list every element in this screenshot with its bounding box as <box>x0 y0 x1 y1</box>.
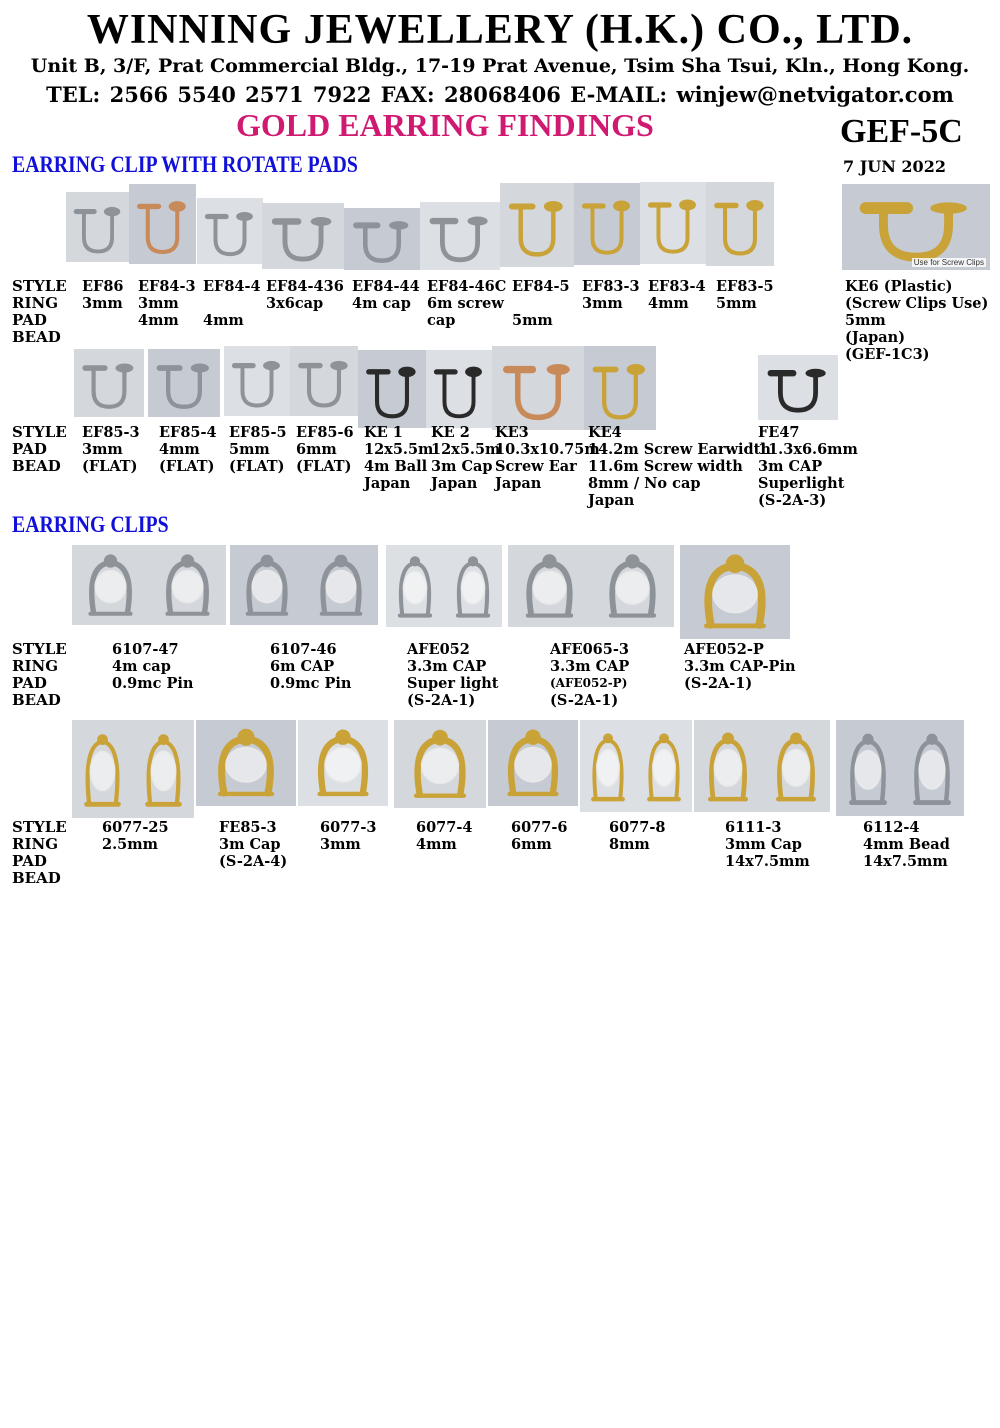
product-spec: Super light <box>407 675 499 692</box>
product-spec: 6m CAP <box>270 658 335 675</box>
earring-finding-image <box>694 720 830 812</box>
row-label: RING <box>12 294 59 312</box>
product-photo <box>508 545 674 627</box>
product-style-code: 6077-3 <box>320 819 377 836</box>
product-caption <box>684 641 796 709</box>
product-spec: 3.3m CAP-Pin <box>684 658 796 675</box>
product-style-code: EF85-6 <box>296 424 354 441</box>
earring-finding-image <box>574 183 640 265</box>
product-photo <box>197 198 263 264</box>
product-style-code: EF83-3 <box>582 278 640 295</box>
earring-finding-image <box>74 349 144 417</box>
product-caption <box>266 278 344 346</box>
product-caption <box>203 278 261 346</box>
product-spec: 3m Cap <box>219 836 281 853</box>
product-caption <box>863 819 950 870</box>
product-spec: Japan <box>431 475 478 492</box>
product-spec <box>512 295 570 312</box>
product-spec: 2.5mm <box>102 836 158 853</box>
product-photo <box>129 184 196 264</box>
product-style-code: AFE065-3 <box>550 641 629 658</box>
product-caption <box>512 278 570 346</box>
company-contact: TEL: 2566 5540 2571 7922 FAX: 28068406 E-MAIL: winjew@netvigator.com <box>46 82 954 107</box>
company-address: Unit B, 3/F, Prat Commercial Bldg., 17-19 Prat Avenue, Tsim Sha Tsui, Kln., Hong Kong. <box>30 55 970 77</box>
earring-finding-image <box>500 183 574 267</box>
product-spec: 6mm <box>296 441 337 458</box>
product-spec: Screw Ear <box>495 458 577 475</box>
product-caption <box>431 424 500 492</box>
product-photo <box>426 350 492 428</box>
product-spec: 5mm <box>845 312 886 329</box>
product-photo <box>224 346 290 416</box>
product-spec: 5mm <box>512 312 553 329</box>
product-style-code: EF83-5 <box>716 278 774 295</box>
product-spec: (FLAT) <box>229 458 285 475</box>
product-caption <box>229 424 287 475</box>
product-spec: 8mm <box>609 836 650 853</box>
product-spec <box>427 329 506 346</box>
earring-finding-image <box>129 184 196 264</box>
row-label: RING <box>12 835 59 853</box>
product-spec: 4mm Bead <box>863 836 950 853</box>
product-photo <box>584 346 656 430</box>
product-spec <box>684 692 796 709</box>
product-caption <box>511 819 567 870</box>
row-label: STYLE <box>12 640 67 658</box>
product-spec <box>582 329 640 346</box>
product-spec: cap <box>427 312 456 329</box>
product-spec: 4mm <box>203 312 244 329</box>
product-spec: 4m Ball <box>364 458 428 475</box>
product-spec: 3mm Cap <box>725 836 802 853</box>
product-style-code: FE47 <box>758 424 800 441</box>
product-spec: 14x7.5mm <box>725 853 810 870</box>
product-style-code: KE6 (Plastic) <box>845 278 953 295</box>
product-photo <box>344 208 420 270</box>
product-spec: 3mm <box>82 295 123 312</box>
product-spec <box>648 329 706 346</box>
product-style-code: EF83-4 <box>648 278 706 295</box>
product-caption <box>588 424 771 509</box>
product-spec: 14.2m Screw Earwidth <box>588 441 771 458</box>
product-spec <box>716 312 774 329</box>
earring-finding-image <box>197 198 263 264</box>
product-spec <box>648 312 706 329</box>
earring-finding-image <box>420 202 500 270</box>
product-caption <box>364 424 433 492</box>
product-spec: 14x7.5mm <box>863 853 948 870</box>
company-name: WINNING JEWELLERY (H.K.) CO., LTD. <box>86 7 914 53</box>
product-caption <box>427 278 506 346</box>
product-photo <box>72 720 194 818</box>
product-caption <box>758 424 858 509</box>
product-style-code: 6077-6 <box>511 819 568 836</box>
product-photo <box>836 720 964 816</box>
product-spec <box>138 329 196 346</box>
product-style-code: EF85-5 <box>229 424 287 441</box>
product-spec: 3.3m CAP <box>550 658 630 675</box>
product-spec <box>609 853 665 870</box>
product-spec: Japan <box>588 492 635 509</box>
product-caption <box>550 641 629 709</box>
product-spec: (FLAT) <box>159 458 215 475</box>
earring-finding-image <box>836 720 964 816</box>
earring-finding-image <box>488 720 578 806</box>
earring-finding-image <box>298 720 388 806</box>
row-label: RING <box>12 657 59 675</box>
product-caption <box>416 819 472 870</box>
product-spec: 3x6cap <box>266 295 324 312</box>
row-label: BEAD <box>12 869 61 887</box>
product-style-code: 6077-25 <box>102 819 169 836</box>
product-spec <box>266 312 344 329</box>
row-labels-3 <box>12 641 67 709</box>
product-spec: (FLAT) <box>82 458 138 475</box>
product-spec <box>266 329 344 346</box>
product-spec: 10.3x10.75m <box>495 441 600 458</box>
product-spec <box>82 329 124 346</box>
earring-finding-image <box>640 182 706 264</box>
product-spec: Superlight <box>758 475 845 492</box>
product-spec <box>512 329 570 346</box>
earring-finding-image <box>148 349 220 417</box>
product-caption <box>270 641 351 709</box>
earring-finding-image <box>680 545 790 639</box>
row-label: PAD <box>12 311 47 329</box>
product-photo <box>358 350 426 428</box>
product-style-code: EF85-3 <box>82 424 140 441</box>
row-label: STYLE <box>12 818 67 836</box>
product-spec: Japan <box>364 475 411 492</box>
row-label: BEAD <box>12 691 61 709</box>
product-spec: 4m cap <box>112 658 171 675</box>
product-spec: 3mm <box>138 295 179 312</box>
product-caption <box>352 278 420 346</box>
product-photo <box>72 545 226 625</box>
product-style-code: 6111-3 <box>725 819 782 836</box>
product-photo <box>196 720 296 806</box>
product-photo <box>394 720 486 808</box>
product-caption <box>407 641 498 709</box>
product-photo <box>492 346 584 430</box>
product-spec: 4mm <box>416 836 457 853</box>
product-photo <box>500 183 574 267</box>
product-style-code: KE 1 <box>364 424 403 441</box>
product-spec: (FLAT) <box>296 458 352 475</box>
row-labels-2 <box>12 424 67 475</box>
product-spec <box>416 853 472 870</box>
earring-finding-image <box>492 346 584 430</box>
product-photo <box>640 182 706 264</box>
catalog-code: GEF-5C <box>840 113 963 150</box>
photo-caption: Use for Screw Clips <box>913 258 984 267</box>
product-caption <box>82 278 124 346</box>
product-photo <box>298 720 388 806</box>
product-spec <box>82 312 124 329</box>
product-spec <box>270 692 351 709</box>
product-caption <box>609 819 665 870</box>
product-photo <box>488 720 578 806</box>
product-style-code: 6112-4 <box>863 819 920 836</box>
product-photo <box>66 192 130 262</box>
product-spec: 12x5.5m <box>364 441 434 458</box>
product-style-code: KE 2 <box>431 424 470 441</box>
product-spec: 8mm / No cap <box>588 475 701 492</box>
product-spec: 3m CAP <box>758 458 823 475</box>
row-label: BEAD <box>12 457 61 475</box>
earring-finding-image <box>358 350 426 428</box>
earring-finding-image <box>196 720 296 806</box>
product-spec: (S-2A-1) <box>407 692 476 709</box>
product-style-code: AFE052 <box>407 641 470 658</box>
product-photo <box>262 203 344 269</box>
product-caption <box>112 641 193 709</box>
product-style-code: EF84-46C <box>427 278 507 295</box>
earring-finding-image <box>72 545 226 625</box>
product-spec: 12x5.5m <box>431 441 501 458</box>
product-photo <box>706 182 774 266</box>
row-label: STYLE <box>12 423 67 441</box>
product-spec <box>352 312 420 329</box>
product-spec: 11.3x6.6mm <box>758 441 858 458</box>
product-spec: (Screw Clips Use) <box>845 295 989 312</box>
product-photo <box>420 202 500 270</box>
earring-finding-image <box>426 350 492 428</box>
product-spec <box>582 312 640 329</box>
earring-finding-image <box>394 720 486 808</box>
product-style-code: 6107-46 <box>270 641 337 658</box>
row-label: BEAD <box>12 328 61 346</box>
product-photo <box>758 355 838 420</box>
product-photo <box>230 545 378 625</box>
section-title-rotate-pads: EARRING CLIP WITH ROTATE PADS <box>12 152 358 177</box>
earring-finding-image <box>584 346 656 430</box>
product-spec <box>511 853 567 870</box>
product-spec: (Japan) <box>845 329 906 346</box>
row-label: PAD <box>12 674 47 692</box>
product-caption <box>845 278 988 363</box>
earring-finding-image <box>262 203 344 269</box>
product-caption <box>582 278 640 346</box>
product-caption <box>725 819 810 870</box>
earring-finding-image <box>344 208 420 270</box>
product-spec: 11.6m Screw width <box>588 458 743 475</box>
product-spec: 3mm <box>320 836 361 853</box>
product-photo <box>74 349 144 417</box>
product-photo <box>580 720 692 812</box>
product-caption <box>320 819 376 870</box>
earring-finding-image <box>230 545 378 625</box>
product-caption <box>219 819 287 870</box>
earring-finding-image <box>224 346 290 416</box>
row-label: PAD <box>12 440 47 458</box>
product-photo <box>574 183 640 265</box>
product-caption <box>102 819 169 870</box>
product-caption <box>159 424 217 475</box>
product-caption <box>495 424 600 492</box>
product-style-code: KE3 <box>495 424 529 441</box>
product-style-code: EF84-5 <box>512 278 570 295</box>
product-spec: (S-2A-1) <box>550 692 619 709</box>
product-spec: 0.9mc Pin <box>270 675 352 692</box>
product-spec <box>716 329 774 346</box>
product-spec: (S-2A-3) <box>758 492 827 509</box>
product-spec <box>203 329 261 346</box>
product-spec <box>102 853 169 870</box>
product-spec: 4mm <box>648 295 689 312</box>
product-spec: 5mm <box>229 441 270 458</box>
section-title-clips: EARRING CLIPS <box>12 512 169 537</box>
product-spec: 6m screw <box>427 295 504 312</box>
product-spec: 0.9mc Pin <box>112 675 194 692</box>
product-spec: (S-2A-4) <box>219 853 288 870</box>
product-photo <box>386 545 502 627</box>
product-spec: 3.3m CAP <box>407 658 487 675</box>
product-caption <box>716 278 774 346</box>
product-photo <box>680 545 790 639</box>
product-caption <box>648 278 706 346</box>
earring-finding-image <box>706 182 774 266</box>
product-style-code: EF85-4 <box>159 424 217 441</box>
product-photo <box>148 349 220 417</box>
product-style-code: EF84-4 <box>203 278 261 295</box>
product-spec: 4m cap <box>352 295 411 312</box>
product-photo <box>842 184 990 270</box>
product-photo <box>694 720 830 812</box>
product-spec: 5mm <box>716 295 757 312</box>
product-spec: 4mm <box>138 312 179 329</box>
row-labels-4 <box>12 819 67 887</box>
product-spec: 6mm <box>511 836 552 853</box>
page-title: GOLD EARRING FINDINGS <box>236 107 654 143</box>
earring-finding-image <box>580 720 692 812</box>
product-spec: (AFE052-P) <box>550 676 628 690</box>
earring-finding-image <box>72 720 194 818</box>
earring-finding-image <box>508 545 674 627</box>
product-spec: 3mm <box>582 295 623 312</box>
product-spec: 3m Cap <box>431 458 493 475</box>
earring-finding-image <box>66 192 130 262</box>
product-spec <box>320 853 376 870</box>
product-spec: Japan <box>495 475 542 492</box>
catalog-date: 7 JUN 2022 <box>843 157 946 176</box>
row-labels-1 <box>12 278 67 346</box>
product-style-code: 6107-47 <box>112 641 179 658</box>
earring-finding-image <box>386 545 502 627</box>
product-style-code: AFE052-P <box>684 641 764 658</box>
earring-finding-image <box>758 355 838 420</box>
product-photo <box>290 346 358 416</box>
product-style-code: EF86 <box>82 278 124 295</box>
row-label: STYLE <box>12 277 67 295</box>
product-spec <box>352 329 420 346</box>
earring-finding-image <box>290 346 358 416</box>
product-spec: (S-2A-1) <box>684 675 753 692</box>
product-style-code: EF84-3 <box>138 278 196 295</box>
product-style-code: FE85-3 <box>219 819 277 836</box>
product-style-code: 6077-4 <box>416 819 473 836</box>
product-caption <box>82 424 140 475</box>
product-style-code: EF84-44 <box>352 278 420 295</box>
product-caption <box>296 424 354 475</box>
product-caption <box>138 278 196 346</box>
row-label: PAD <box>12 852 47 870</box>
product-style-code: EF84-436 <box>266 278 344 295</box>
product-spec: 4mm <box>159 441 200 458</box>
product-spec: 3mm <box>82 441 123 458</box>
product-spec <box>203 295 261 312</box>
product-spec <box>112 692 193 709</box>
product-style-code: 6077-8 <box>609 819 666 836</box>
product-spec: (GEF-1C3) <box>845 346 930 363</box>
product-style-code: KE4 <box>588 424 622 441</box>
